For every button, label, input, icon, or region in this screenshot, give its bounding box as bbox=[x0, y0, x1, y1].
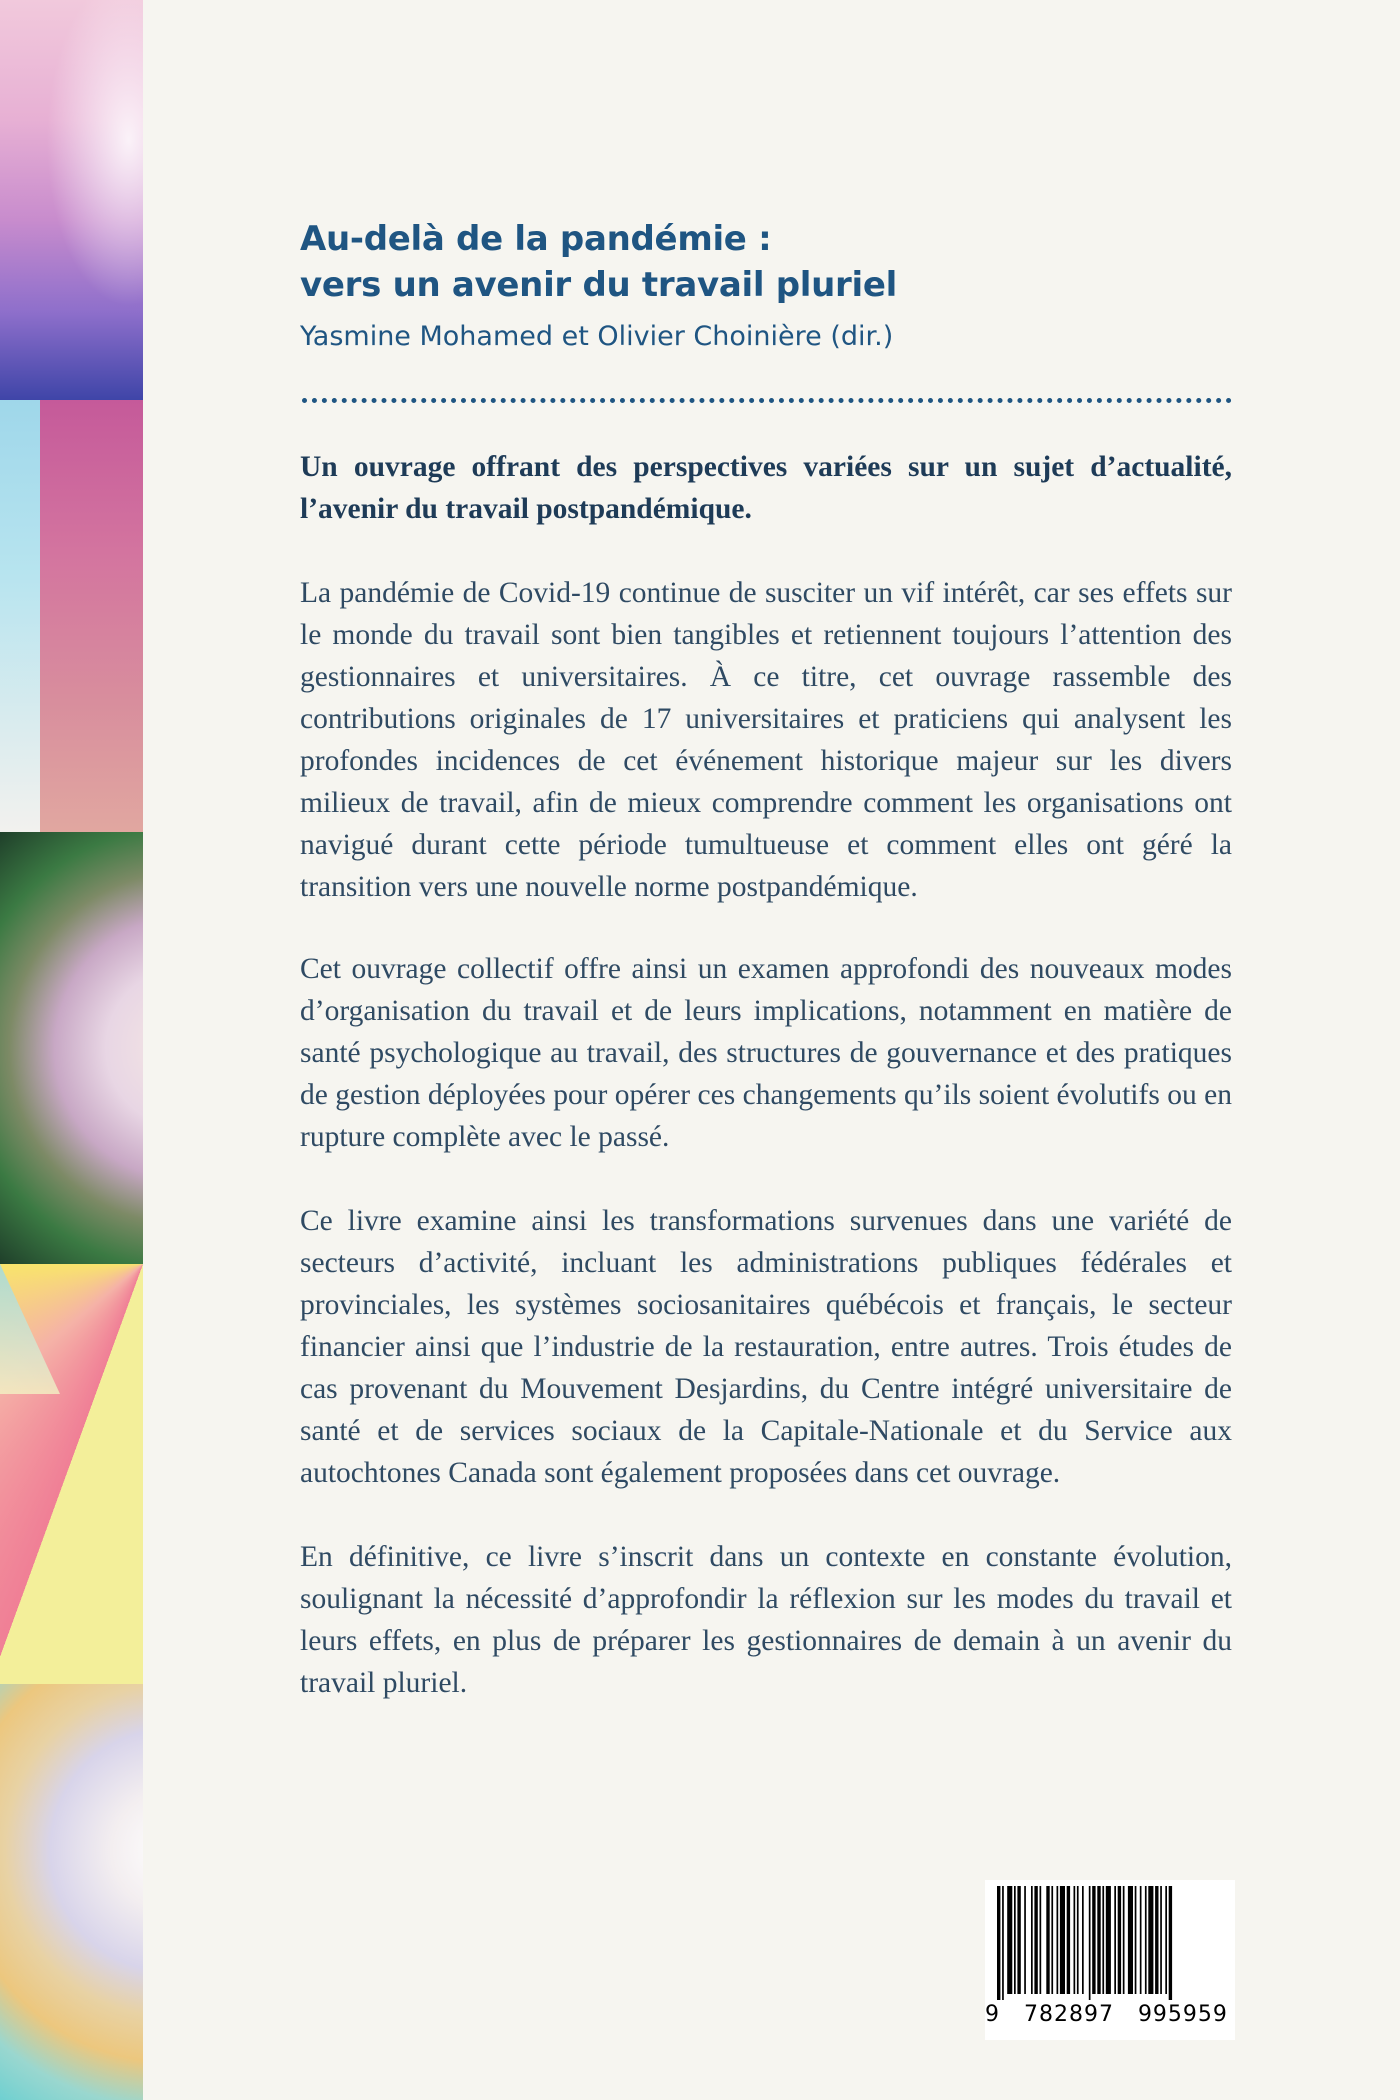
barcode-bar bbox=[1060, 1886, 1065, 1994]
book-authors: Yasmine Mohamed et Olivier Choinière (dir.) bbox=[300, 321, 894, 352]
decorative-spine-strip bbox=[0, 0, 143, 2100]
barcode-bar bbox=[1074, 1886, 1076, 1994]
spine-gradient-pastel-sphere bbox=[0, 1684, 143, 2100]
barcode-bar bbox=[997, 1886, 1000, 2000]
barcode-bar bbox=[1106, 1886, 1111, 1994]
blurb-paragraph: La pandémie de Covid-19 continue de susciter un vif intérêt, car ses effets sur le monde du travail sont bien tangibles et retiennent toujours l’attention des gestionnaires et universitaires. À ce titre, cet ouvrage rassemble des contributions originales de 17 universitaires et praticiens qui analysent les profondes incidences de cet événement historique majeur sur les divers milieux de travail, afin de mieux comprendre comment les organisations ont navigué durant cette période tumultueuse et comment elles ont géré la transition vers une nouvelle norme postpandémique. bbox=[300, 577, 1232, 903]
blurb-text bbox=[300, 446, 1232, 1746]
barcode-bar bbox=[1123, 1886, 1125, 1994]
isbn-barcode bbox=[985, 1880, 1235, 2040]
blurb-lead: Un ouvrage offrant des perspectives variées sur un sujet d’actualité, l’avenir du travail postpandémique. bbox=[300, 451, 1232, 525]
barcode-bar bbox=[1160, 1886, 1162, 1994]
barcode-bar bbox=[1145, 1886, 1147, 1994]
barcode-bar bbox=[1002, 1886, 1004, 2000]
barcode-bar bbox=[1077, 1886, 1079, 1994]
barcode-bar bbox=[1024, 1886, 1026, 1994]
barcode-bar bbox=[1051, 1886, 1053, 1994]
spine-gradient-magenta bbox=[40, 400, 143, 832]
spine-gradient-pink-purple bbox=[0, 0, 143, 400]
barcode-bar bbox=[1089, 1886, 1091, 2000]
barcode-bar bbox=[1165, 1886, 1167, 1994]
barcode-bars bbox=[985, 1880, 1235, 2000]
barcode-bar bbox=[1118, 1886, 1121, 1994]
barcode-bar bbox=[1034, 1886, 1037, 1994]
barcode-bar bbox=[1097, 1886, 1100, 1994]
barcode-bar bbox=[1155, 1886, 1158, 1994]
dotted-divider bbox=[302, 398, 1232, 403]
blurb-paragraph: En définitive, ce livre s’inscrit dans un contexte en constante évolution, soulignant la nécessité d’approfondir la réflexion sur les modes du travail et leurs effets, en plus de préparer les gestionnaires de demain à un avenir du travail pluriel. bbox=[300, 1541, 1232, 1699]
isbn-digits: 9 782897 995959 bbox=[985, 2002, 1228, 2027]
barcode-bar bbox=[1092, 1886, 1095, 1994]
barcode-bar bbox=[1017, 1886, 1020, 1994]
barcode-bar bbox=[1046, 1886, 1049, 1994]
barcode-bar bbox=[1102, 1886, 1104, 1994]
barcode-bar bbox=[1014, 1886, 1016, 1994]
book-title-line-2: vers un avenir du travail pluriel bbox=[300, 265, 897, 305]
barcode-bar bbox=[1135, 1886, 1137, 1994]
barcode-bar bbox=[1114, 1886, 1116, 1994]
barcode-bar bbox=[1040, 1886, 1042, 1994]
barcode-bar bbox=[1169, 1886, 1172, 2000]
blurb-paragraph: Ce livre examine ainsi les transformations survenues dans une variété de secteurs d’activité, incluant les administrations publiques fédérales et provinciales, les systèmes sociosanitaires québécois et français, le secteur financier ainsi que l’industrie de la restauration, entre autres. Trois études de cas provenant du Mouvement Desjardins, du Centre intégré universitaire de santé et de services sociaux de la Capitale-Nationale et du Service aux autochtones Canada sont également proposées dans cet ouvrage. bbox=[300, 1205, 1232, 1489]
barcode-bar bbox=[1057, 1886, 1059, 1994]
barcode-bar bbox=[1082, 1886, 1084, 1994]
barcode-bar bbox=[1140, 1886, 1142, 1994]
barcode-bar bbox=[1031, 1886, 1033, 1994]
barcode-bar bbox=[1007, 1886, 1012, 1994]
blurb-paragraph: Cet ouvrage collectif offre ainsi un examen approfondi des nouveaux modes d’organisation du travail et de leurs implications, notamment en matière de santé psychologique au travail, des structures de gouvernance et des pratiques de gestion déployées pour opérer ces changements qu’ils soient évolutifs ou en rupture complète avec le passé. bbox=[300, 953, 1232, 1153]
book-title bbox=[300, 216, 897, 308]
barcode-bar bbox=[1148, 1886, 1153, 1994]
book-title-line-1: Au-delà de la pandémie : bbox=[300, 219, 772, 259]
barcode-bar bbox=[1067, 1886, 1070, 1994]
barcode-bar bbox=[1128, 1886, 1133, 1994]
spine-gradient-green-sphere bbox=[0, 832, 143, 1264]
